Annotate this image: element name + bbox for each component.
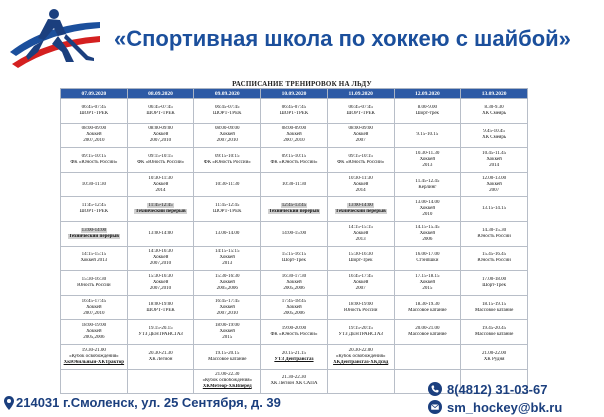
schedule-row [61,197,528,222]
day-header: 13.09.2020 [461,89,528,99]
schedule-cell [261,197,328,222]
schedule-cell [261,344,328,369]
session-label: ХкЮбильный-ХКТрактор [63,359,125,365]
schedule-cell [61,197,128,222]
session-label: Хоккей [486,181,502,187]
day-header: 12.09.2020 [394,89,461,99]
schedule-cell [194,197,261,222]
session-label: ШОРТ-ТРЕК [146,307,175,313]
session-time: 9.15-10.15 [416,132,439,138]
day-header: 08.09.2020 [127,89,194,99]
schedule-cell [194,320,261,345]
session-label: 2007,2010 [283,138,305,144]
schedule-cell [394,344,461,369]
session-label: 2007 [355,138,366,144]
session-label: Хоккей [152,132,169,138]
footer-contacts [428,380,604,416]
session-label: ХКДентрансгаз-ХКДсвд [333,359,389,365]
session-time: 18:00-19:00 [148,301,173,307]
session-label: Массовое катание [408,307,447,313]
session-label: Кёрлинг [418,184,437,190]
schedule-cell [194,246,261,271]
schedule-cell [127,320,194,345]
session-time: 10.45-11.45 [482,150,507,156]
session-label: Хоккей [419,230,436,236]
schedule-cell [327,271,394,296]
schedule-cell [61,369,128,394]
session-time: 13:00-14:00 [148,230,173,236]
session-label: «Кубок освобождения» [335,353,386,359]
session-label: 2007,2010 [149,285,172,291]
phone-icon [428,382,442,396]
session-time: 19:00-20:00 [281,326,307,332]
session-time: 8.00-9.00 [417,104,437,110]
session-time: 08:00-09:00 [348,126,373,132]
session-time: 09:15-10:15 [348,153,373,159]
session-label: 2013 [355,236,366,242]
session-label: ХК Легион ХК САПА [270,381,318,387]
session-label: 2014 [489,162,500,168]
session-time: 08:00-09:00 [215,126,240,132]
schedule-cell [394,197,461,222]
session-time: 14:15-15:15 [81,252,107,258]
session-time: 10:30-11:30 [215,181,240,187]
session-time: 10:30-11:30 [148,175,173,181]
session-label: 2007,2010 [149,261,172,267]
session-time: 17:45-18:45 [281,298,307,304]
session-time: 13.15-14.15 [482,206,507,212]
day-header: 09.09.2020 [194,89,261,99]
session-time: 09:15-10:15 [81,153,107,159]
schedule-cell [394,172,461,197]
session-label: Хоккей [152,279,169,285]
session-label: ШОРТ-ТРЕК [279,110,309,116]
schedule-cell [461,271,528,296]
schedule-cell [394,123,461,148]
schedule-cell [61,148,128,173]
session-label: 2013 [222,261,233,267]
schedule-cell [61,172,128,197]
session-time: 10:30-11:30 [348,175,373,181]
session-label: Хоккей [86,329,102,335]
session-label: ШОРТ-ТРЕК [146,110,175,116]
schedule-row [61,344,528,369]
session-time: 19.15-20.15 [215,350,240,356]
session-time: 06:45-07:45 [281,104,307,110]
session-label: Юность России [343,307,378,313]
schedule-table [60,88,528,394]
session-label: Технический перерыв [335,209,386,215]
session-time: 20.30-21.30 [148,350,173,356]
session-label: ФК «Юность России» [270,332,318,338]
session-label: ХК Смеярь [482,110,507,116]
schedule-cell [261,295,328,320]
schedule-cell [127,123,194,148]
session-time: 16:30-17:30 [281,273,307,279]
schedule-cell [194,172,261,197]
schedule-cell [261,221,328,246]
session-time: 10:30-11:30 [281,181,307,187]
schedule-cell [327,123,394,148]
session-label: Хоккей [486,156,502,162]
schedule-cell [261,148,328,173]
session-time: 21.00-22.30 [215,372,240,378]
session-label: Шорт-Трек [282,258,306,264]
schedule-cell [194,148,261,173]
session-time: 13:00-14:00 [81,227,107,233]
schedule-cell [327,148,394,173]
schedule-cell [127,295,194,320]
session-label: ФК «Юность России» [137,159,185,165]
session-time: 16:45-17:45 [215,298,240,304]
schedule-cell [394,320,461,345]
session-time: 13:00-14:00 [348,203,373,209]
page-title: «Спортивная школа по хоккею с шайбой» [114,26,571,51]
schedule-cell [261,320,328,345]
session-time: 06:45-07:45 [81,104,107,110]
session-label: Хоккей [86,132,102,138]
schedule-cell [394,148,461,173]
session-time: 20.00-21.00 [415,326,440,332]
schedule-row [61,271,528,296]
session-label: ШОРТ-ТРЕК [346,110,375,116]
schedule-cell [194,369,261,394]
schedule-cell [327,99,394,124]
phone-link[interactable]: 8(4812) 31-03-67 [447,381,548,397]
session-time: 14:00-15:00 [281,230,307,236]
session-time: 18:00-19:00 [81,323,107,329]
hockey-school-logo [8,6,104,72]
session-label: Шорт-Трек [348,258,373,264]
session-time: 10.30-11.30 [415,150,440,156]
schedule-cell [461,123,528,148]
schedule-cell [327,295,394,320]
session-label: ФК «Юность России» [337,159,385,165]
schedule-cell [394,246,461,271]
session-time: 18.30-19.30 [415,301,440,307]
schedule-cell [461,99,528,124]
session-label: 2005,2006 [83,335,105,341]
schedule-cell [327,369,394,394]
session-time: 06:45-07:45 [148,104,173,110]
session-time: 18:00-19:00 [348,301,373,307]
footer-address [4,395,281,410]
mail-icon [428,400,442,414]
session-label: ШОРТ-ТРЕК [213,209,242,215]
schedule-cell [261,99,328,124]
schedule-cell [461,344,528,369]
session-time: 15:30-16:30 [215,273,240,279]
session-label: 2015 [422,285,433,291]
schedule-cell [394,221,461,246]
session-label: Технический перерыв [68,233,119,239]
session-time: 18:00-19:00 [215,323,240,329]
session-label: 2015 [222,335,233,341]
schedule-cell [327,197,394,222]
session-time: 15:30-16:30 [148,273,173,279]
session-label: ШОРТ-ТРЕК [79,110,109,116]
session-label: ШОРТ-ТРЕК [213,110,242,116]
location-pin-icon [4,396,14,410]
session-label: 2007,2010 [149,138,172,144]
session-label: Хоккей 2013 [80,258,108,264]
session-label: ХК Легион [148,356,173,362]
schedule-cell [61,99,128,124]
session-label: Хоккей [152,181,169,187]
session-time: 08:00-09:00 [281,126,307,132]
schedule-cell [127,344,194,369]
schedule-cell [394,99,461,124]
address-text: 214031 г.Смоленск, ул. 25 Сентября, д. 39 [16,395,281,410]
session-time: 21.00-22.00 [482,350,507,356]
session-time: 13.00-14.00 [215,230,240,236]
session-time: 17.15-18.15 [415,273,440,279]
schedule-cell [261,172,328,197]
schedule-row [61,320,528,345]
schedule-cell [194,344,261,369]
schedule-cell [394,271,461,296]
schedule-cell [194,295,261,320]
schedule-cell [61,123,128,148]
session-time: 21.30-22.30 [281,375,307,381]
schedule-row [61,148,528,173]
session-label: Массовое катание [208,356,247,362]
schedule-cell [461,246,528,271]
session-label: УТЗ ДЕНТРАНСГАЗ [338,332,383,338]
session-label: Хоккей [352,279,369,285]
session-time: 14.30-15.30 [482,227,507,233]
session-label: Массовое катание [408,332,447,338]
session-label: Хоккей [219,329,235,335]
session-time: 11:45-12:45 [148,203,173,209]
schedule-cell [127,246,194,271]
session-label: Хоккей [352,132,369,138]
session-label: 2010 [422,212,433,218]
session-label: Массовое катание [474,307,514,313]
schedule-cell [327,344,394,369]
session-time: 16:45-17:45 [348,273,373,279]
session-label: 2014 [155,187,166,193]
session-time: 16.00-17.00 [415,252,440,258]
day-header: 10.09.2020 [261,89,328,99]
session-label: Хоккей [86,304,102,310]
schedule-cell [127,99,194,124]
schedule-cell [194,99,261,124]
session-label: Юность России [477,233,511,239]
session-time: 15:15-16:15 [281,252,307,258]
session-time: 19.15-20.15 [148,326,173,332]
session-time: 18.15-19.15 [482,301,507,307]
schedule-cell [261,123,328,148]
session-time: 13.00-14.00 [415,200,440,206]
schedule-cell [127,271,194,296]
schedule-cell [461,221,528,246]
session-time: 17.00-18.00 [482,276,507,282]
session-time: 15.45-16.45 [482,252,507,258]
schedule-cell [394,295,461,320]
email-row [428,398,604,416]
schedule-cell [461,172,528,197]
session-label: 2005,2006 [283,310,305,316]
schedule-cell [461,320,528,345]
session-time: 12.00-13.00 [482,175,507,181]
header [0,0,604,78]
schedule-cell [461,148,528,173]
session-time: 08:00-09:00 [81,126,107,132]
session-label: 2007,2010 [83,138,105,144]
session-label: Хоккей [286,304,302,310]
session-time: 19.45-20.45 [482,326,507,332]
session-label: Хоккей [419,279,436,285]
day-header: 07.09.2020 [61,89,128,99]
email-link[interactable]: sm_hockey@bk.ru [447,399,563,415]
session-label: 2005,2006 [283,285,305,291]
session-time: 09:15-10:15 [215,153,240,159]
schedule-cell [61,344,128,369]
session-label: ХК Рудня [483,356,505,362]
session-label: 2006 [422,236,433,242]
schedule-cell [261,369,328,394]
schedule-cell [127,172,194,197]
schedule-cell [61,246,128,271]
schedule-row [61,99,528,124]
session-label: Хоккей [219,255,235,261]
session-time: 16:45-17:45 [81,298,107,304]
session-time: 12:45-13:45 [281,203,307,209]
session-label: Хоккей [219,279,235,285]
schedule-cell [61,221,128,246]
session-label: ХК Смеярь [482,135,507,141]
session-label: 2007,2010 [83,310,105,316]
schedule-cell [194,221,261,246]
session-label: 2005,2006 [216,285,238,291]
session-label: Хоккей [419,156,436,162]
session-time: 11.45-12.45 [415,178,440,184]
session-label: 2007,2010 [216,310,238,316]
session-label: Хоккей [352,181,369,187]
session-time: 9.45-10.45 [483,129,505,135]
session-label: Технический перерыв [268,209,320,215]
session-time: 20.15-21.15 [281,350,307,356]
session-time: 14:30-16:30 [148,249,173,255]
session-label: Хоккей [352,230,369,236]
schedule-row [61,172,528,197]
session-time: 11:45-12:45 [215,203,240,209]
session-time: 14.15-15.45 [415,224,440,230]
schedule-cell [327,172,394,197]
session-label: Хоккей [219,304,235,310]
session-label: Хоккей [152,255,169,261]
session-time: 09:15-10:15 [148,153,173,159]
session-time: 10:30-11:30 [81,181,106,187]
schedule-cell [194,271,261,296]
schedule-cell [194,123,261,148]
session-time: 19:15-20:15 [348,326,373,332]
schedule-cell [127,197,194,222]
session-label: 2013 [422,162,433,168]
day-header: 11.09.2020 [327,89,394,99]
session-label: ФК «Юность России» [203,159,251,165]
session-time: 09:15-10:15 [281,153,307,159]
session-label: Юность России [77,282,111,288]
schedule-cell [327,221,394,246]
schedule-title: РАСПИСАНИЕ ТРЕНИРОВОК НА ЛЬДУ [232,80,372,88]
schedule-cell [461,197,528,222]
session-label: Хоккей [286,132,302,138]
session-label: «Кубок освобождения» [202,378,253,384]
session-label: УТЗ ДЕНТРАНСГАЗ [138,332,183,338]
session-label: Шорт-Трек [482,282,507,288]
session-label: 2007 [489,187,500,193]
schedule-body [61,99,528,394]
schedule-row [61,246,528,271]
schedule-cell [327,246,394,271]
schedule-row [61,123,528,148]
schedule-header-row [61,89,528,99]
session-time: 8.30-9.30 [484,104,504,110]
session-label: Хоккей [286,279,302,285]
schedule-cell [127,221,194,246]
session-time: 06:45-07:45 [348,104,373,110]
schedule-cell [327,320,394,345]
session-label: ХКМетеор-ХКВперёд [202,384,252,390]
session-time: 19.30-21.00 [81,347,106,353]
session-label: «Кубок освобождения» [69,353,119,359]
session-time: 08:00-09:00 [148,126,173,132]
session-label: Массовое катание [474,332,514,338]
session-label: ФК «Юность России» [70,159,118,165]
session-label: Стэнпшки [416,258,439,264]
schedule-cell [461,295,528,320]
session-label: ШОРТ-ТРЕК [79,209,109,215]
session-time: 15:30-16:30 [348,252,373,258]
session-label: Шорт-трек [415,110,439,116]
session-time: 14:15-15:15 [348,224,373,230]
session-label: Юность России [477,258,511,264]
schedule-cell [261,271,328,296]
session-label: 2007,2010 [216,138,238,144]
schedule-cell [61,320,128,345]
session-label: Технический перерыв [135,209,186,215]
session-time: 20.30-22.00 [348,347,373,353]
session-label: Хоккей [219,132,235,138]
session-label: 2007 [355,285,366,291]
session-label: УТЗ Дентрансгаз [274,356,314,362]
schedule-cell [127,369,194,394]
schedule-row [61,295,528,320]
session-time: 06:45-07:45 [215,104,240,110]
phone-row [428,380,604,398]
schedule-cell [61,271,128,296]
session-time: 14:15-15:15 [215,249,240,255]
schedule-row [61,221,528,246]
schedule-cell [127,148,194,173]
session-time: 15:30-16:30 [81,276,107,282]
session-label: 2014 [355,187,366,193]
schedule-cell [61,295,128,320]
schedule-cell [261,246,328,271]
session-label: ФК «Юность России» [270,159,318,165]
session-label: Хоккей [419,206,436,212]
session-time: 11:45-12:45 [81,203,106,209]
